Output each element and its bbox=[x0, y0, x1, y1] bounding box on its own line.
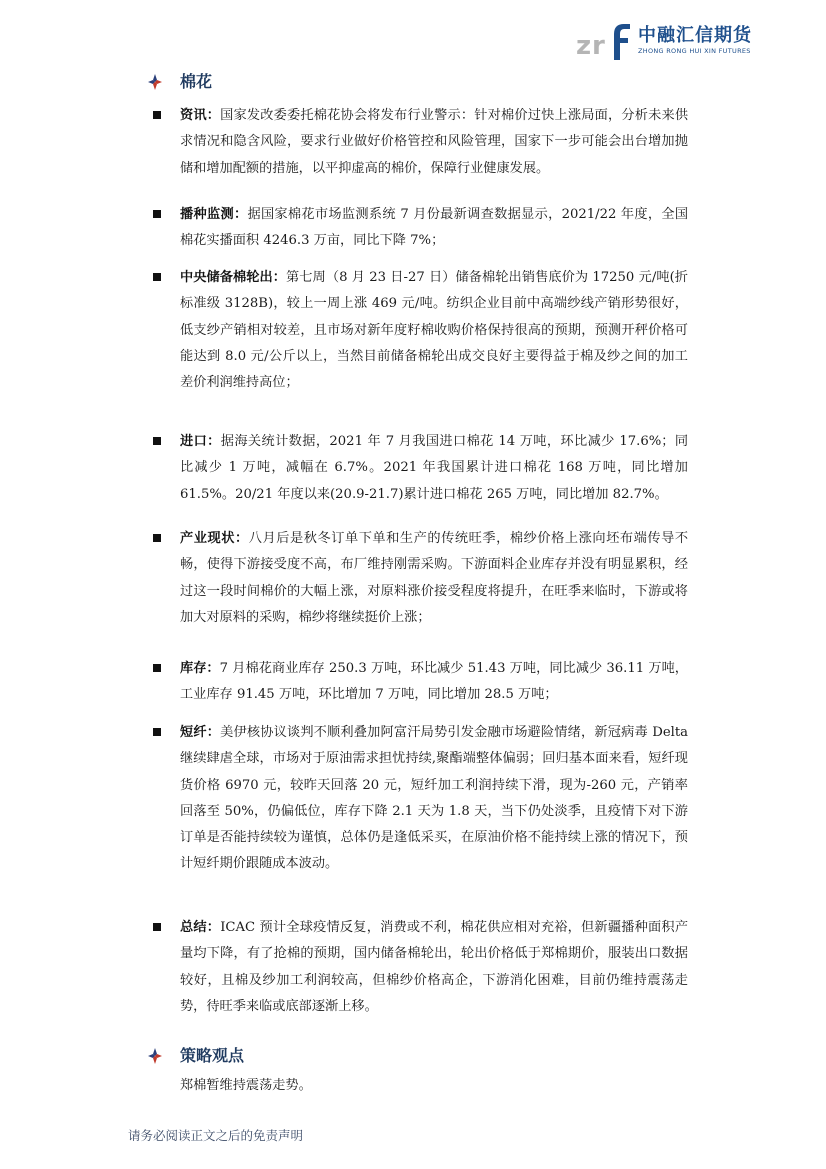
section-title: 策略观点 bbox=[180, 1046, 245, 1065]
item-label: 产业现状： bbox=[180, 531, 249, 546]
item-text: 7 月棉花商业库存 250.3 万吨，环比减少 51.43 万吨，同比减少 36.11 万吨，工业库存 91.45 万吨，环比增加 7 万吨，同比增加 28.5 万吨； bbox=[180, 661, 688, 703]
logo-english-name: ZHONG RONG HUI XIN FUTURES bbox=[638, 47, 751, 55]
diamond-bullet-icon bbox=[148, 1048, 162, 1064]
section-title: 棉花 bbox=[180, 72, 213, 91]
item-text: 八月后是秋冬订单下单和生产的传统旺季，棉纱价格上涨向坯布端传导不畅，使得下游接受度不高，布厂维持刚需采购。下游面料企业库存并没有明显累积，经过这一段时间棉价的大幅上涨，对原料涨价接受程度将提升，在旺季来临时，下游或将加大对原料的采购，棉纱将继续挺价上涨； bbox=[180, 531, 689, 625]
svg-text:z: z bbox=[576, 31, 592, 61]
disclaimer-footer: 请务必阅读正文之后的免责声明 bbox=[128, 1128, 304, 1143]
logo-chinese-name: 中融汇信期货 bbox=[638, 25, 752, 46]
square-bullet-icon bbox=[153, 664, 161, 672]
square-bullet-icon bbox=[153, 534, 161, 542]
item-text: 据海关统计数据，2021 年 7 月我国进口棉花 14 万吨，环比减少 17.6%；同比减少 1 万吨，减幅在 6.7%。2021 年我国累计进口棉花 168 万吨，同比增加 61.5%。20/21 年度以来(20.9-21.7)累计进口棉花 265 万吨，同比增加 82.7%。 bbox=[180, 434, 689, 502]
company-logo bbox=[574, 20, 774, 65]
item-text: 国家发改委委托棉花协会将发布行业警示：针对棉价过快上涨局面，分析未来供求情况和隐含风险，要求行业做好价格管控和风险管理，国家下一步可能会出台增加抛储和增加配额的措施，以平抑虚高的棉价，保障行业健康发展。 bbox=[180, 108, 689, 176]
item-text: 美伊核协议谈判不顺利叠加阿富汗局势引发金融市场避险情绪，新冠病毒 Delta 继续肆虐全球，市场对于原油需求担忧持续,聚酯端整体偏弱；回归基本面来看，短纤现货价格 6970 元，较昨天回落 20 元，短纤加工利润持续下滑，现为-260 元，产销率回落至 50%，仍偏低位，库存下降 2.1 天为 1.8 天，当下仍处淡季，且疫情下对下游订单是否能持续较为谨慎，总体仍是逢低采买，在原油价格不能持续上涨的情况下，预计短纤期价跟随成本波动。 bbox=[180, 725, 688, 872]
diamond-bullet-icon bbox=[148, 74, 162, 90]
svg-text:r: r bbox=[592, 31, 605, 61]
item-label: 库存： bbox=[180, 661, 220, 676]
item-label: 中央储备棉轮出： bbox=[180, 270, 287, 285]
square-bullet-icon bbox=[153, 273, 161, 281]
square-bullet-icon bbox=[153, 923, 161, 931]
square-bullet-icon bbox=[153, 210, 161, 218]
item-label: 总结： bbox=[180, 920, 221, 935]
square-bullet-icon bbox=[153, 437, 161, 445]
zrf-logo-icon bbox=[574, 20, 634, 65]
square-bullet-icon bbox=[153, 111, 161, 119]
square-bullet-icon bbox=[153, 728, 161, 736]
item-label: 进口： bbox=[180, 434, 221, 449]
item-text: 第七周（8 月 23 日-27 日）储备棉轮出销售底价为 17250 元/吨(折标准级 3128B)，较上一周上涨 469 元/吨。纺织企业目前中高端纱线产销形势很好，低支纱产销相对较差，且市场对新年度籽棉收购价格保持很高的预期，预测开秤价格可能达到 8.0 元/公斤以上，当然目前储备棉轮出成交良好主要得益于棉及纱之间的加工差价利润维持高位； bbox=[180, 270, 688, 391]
item-label: 资讯： bbox=[180, 108, 221, 123]
item-label: 播种监测： bbox=[180, 207, 248, 222]
strategy-conclusion: 郑棉暂维持震荡走势。 bbox=[180, 1078, 312, 1093]
item-text: ICAC 预计全球疫情反复，消费或不利，棉花供应相对充裕，但新疆播种面积产量均下降，有了抢棉的预期，国内储备棉轮出，轮出价格低于郑棉期价，服装出口数据较好，且棉及纱加工利润较高，但棉纱价格高企，下游消化困难，目前仍维持震荡走势，待旺季来临或底部逐渐上移。 bbox=[180, 920, 689, 1014]
item-label: 短纤： bbox=[180, 725, 221, 740]
item-text: 据国家棉花市场监测系统 7 月份最新调查数据显示，2021/22 年度，全国棉花实播面积 4246.3 万亩，同比下降 7%； bbox=[180, 207, 689, 249]
